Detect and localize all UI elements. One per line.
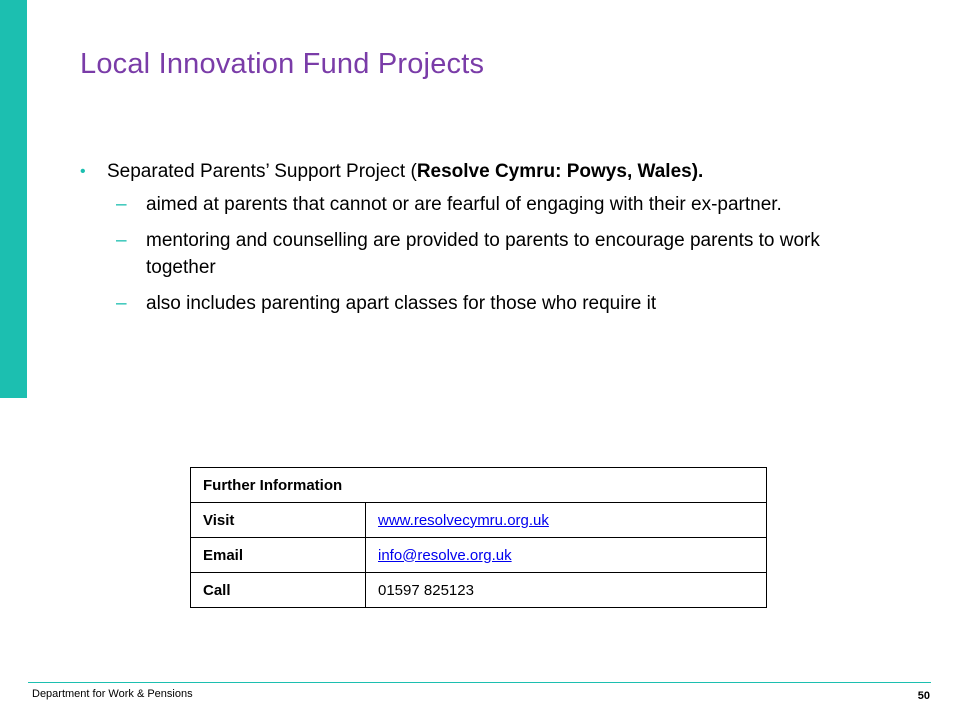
sub-bullet-item: [116, 227, 868, 281]
table-header: Further Information: [191, 468, 767, 503]
page-number: 50: [917, 690, 930, 702]
footer-department: Department for Work & Pensions: [32, 688, 193, 700]
footer-divider: [28, 682, 931, 683]
further-information-table: [190, 467, 767, 608]
table-header-row: [191, 468, 767, 503]
email-link[interactable]: info@resolve.org.uk: [378, 546, 512, 564]
sub-bullet-text: mentoring and counselling are provided to parents to encourage parents to work together: [146, 230, 820, 278]
sub-bullet-item: [116, 290, 868, 317]
sub-bullet-list: [116, 191, 868, 317]
sub-bullet-text: also includes parenting apart classes for those who require it: [146, 293, 657, 314]
bullet-item: [80, 158, 880, 185]
dash-icon: –: [116, 293, 127, 314]
sub-bullet-text: aimed at parents that cannot or are fearful of engaging with their ex-partner.: [146, 194, 782, 215]
bullet-text-bold: Resolve Cymru: Powys, Wales).: [416, 161, 704, 182]
bullet-icon: •: [80, 163, 86, 180]
call-label: Call: [191, 573, 366, 608]
table-row-call: [191, 573, 767, 608]
phone-number: 01597 825123: [366, 573, 767, 608]
accent-bar: [0, 0, 27, 398]
website-link[interactable]: www.resolvecymru.org.uk: [378, 511, 549, 529]
dash-icon: –: [116, 230, 127, 251]
sub-bullet-item: [116, 191, 868, 218]
email-label: Email: [191, 538, 366, 573]
slide-content: [80, 158, 880, 326]
bullet-text: [107, 158, 880, 185]
table-row-email: [191, 538, 767, 573]
email-cell: [366, 538, 767, 573]
dash-icon: –: [116, 194, 127, 215]
slide-title: Local Innovation Fund Projects: [80, 48, 485, 80]
visit-cell: [366, 503, 767, 538]
visit-label: Visit: [191, 503, 366, 538]
bullet-text-plain: Separated Parents’ Support Project (: [107, 161, 417, 182]
table-row-visit: [191, 503, 767, 538]
